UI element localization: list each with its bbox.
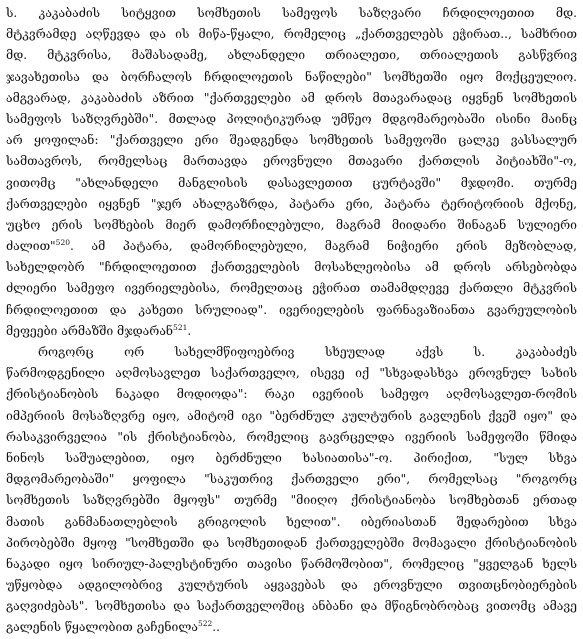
text-line <box>6 24 577 45</box>
line-text: მდგომარეობაში" ყოფილა "საკუთრივ ქართველი ერი", რომელსაც "როგორც <box>6 472 577 487</box>
text-line <box>6 173 577 194</box>
text-line <box>6 533 577 554</box>
line-text: წარმოდგენილი აღმოსავლეთ საქართველო, ისევე იქ "სხვადასხვა ეროვნულ სახის <box>6 366 577 381</box>
footnote-marker: 521 <box>173 322 188 332</box>
text-line <box>6 427 577 448</box>
text-line <box>6 575 577 596</box>
line-text: მდ. მტკვრისა, მაშასადამე, ახლანდელი თრიალეთი, თრიალეთის გასწვრივ <box>6 48 577 63</box>
text-line <box>6 512 577 533</box>
line-text: მათის განმანათლებლის გრიგოლის ხელით". იბერიასთან შედარებით სხვა <box>6 514 577 529</box>
line-text: ს. კაკაბაძის სიტყვით სომხეთის სამეფოს საზღვარი ჩრდილოეთით მდ. <box>6 6 577 20</box>
line-text: ვითომც "ახლანდელი მანგლისის დასავლეთით ცურტავში" მჯდომი. თურმე <box>6 175 577 190</box>
text-line <box>6 3 577 24</box>
footnote-marker: 520 <box>55 238 70 248</box>
text-line <box>6 342 577 363</box>
text-line <box>6 406 577 427</box>
line-text: იმპერიის მოსაზღვრე იყო, ამიტომ იგი "ბერძნულ კულტურის გავლენის ქვეშ იყო" და <box>6 408 577 423</box>
line-text: ნინოს საშუალებით, იყო ბერძნული ხასიათისა"-ო. პირიქით, "სულ სხვა <box>6 450 577 465</box>
line-text-continuation: . <box>187 323 192 338</box>
text-line <box>6 617 577 638</box>
line-text: მტკვრამდე აღწევდა და ის მიწა-წყალი, რომელიც „ქართველებს ეჭირათ.., სამხრით <box>6 27 577 42</box>
line-text: ქართველები იყვნენ "ჯერ ახალგაზრდა, პატარა ერი, პატარა ტერიტორიის მქონე, <box>6 196 577 211</box>
line-text: ქრისტიანობის ნაკადი მოდიოდა": რაკი ივერიის სამეფო აღმოსავლეთ-რომის <box>6 387 577 402</box>
text-line <box>6 469 577 490</box>
line-text: უცხო ერის სომხების მიერ დამორჩილებული, მაგრამ მიიდარი შინაგან სულიერი <box>6 217 577 232</box>
text-line <box>6 596 577 617</box>
line-text: უწყობდა ადგილობრივ კულტურის აყვავებას და ეროვნული თვითცნობიერების <box>6 578 577 593</box>
line-text: გაღვიძებას". სომხეთისა და საქართველოშიც ანბანი და მწიგნობრობაც ვითომც ამავე <box>6 599 577 614</box>
text-line <box>6 194 577 215</box>
paragraph <box>6 3 577 342</box>
line-text: სამეფოს საზღვრებში". მთლად პოლიტიკურად უმწეო მდგომარეობაში ისინი მაინც <box>6 111 577 126</box>
line-text: მეფეები არმაზში მჯდარან <box>6 323 174 338</box>
line-text: სახელდობრ "ჩრდილოეთით ქართველების მოსახლეობისა ამ დროს არსებობდა <box>6 260 577 275</box>
line-text: ძლიერი სამეფო ივერიელებისა, რომელთაც ეჭირათ თამამდღევე ქართლი მტკვრის <box>6 281 577 296</box>
line-text: ამგვარად, კაკაბაძის აზრით "ქართველები ამ დროს მთავარადაც იყვნენ სომხეთის <box>6 90 577 105</box>
line-text: არ ყოფილან: "ქართველი ერი შეადგენდა სომხეთის სამეფოში ცალკე ვასსალურ <box>6 133 577 148</box>
text-line <box>6 448 577 469</box>
line-text: რასაკვირველია "ის ქრისტიანობა, რომელიც გავრცელდა ივერიის სამეფოში წმიდა <box>6 429 577 444</box>
line-text: როგორც ორ სახელმწიფოებრივ სხეულად აქვს ს. კაკაბაძეს <box>38 345 577 359</box>
footnote-marker: 522 <box>197 619 213 629</box>
document-page <box>6 3 577 639</box>
text-line <box>6 130 577 151</box>
text-line <box>6 257 577 278</box>
text-line <box>6 384 577 405</box>
text-line <box>6 45 577 66</box>
line-text-continuation: .. <box>212 620 221 635</box>
line-text: პირობებში მყოფ "სომხეთში და სომხეთიდან ქართველებში მომავალი ქრისტიანობის <box>6 535 577 550</box>
text-line <box>6 151 577 172</box>
line-text: სამთავროს, რომელსაც მართავდა ეროვნული მთავარი ქართლის პიტიახში"-ო, <box>6 154 577 169</box>
line-text: გალენის წყალობით გაჩენილა <box>6 620 198 635</box>
document-body <box>6 3 577 639</box>
line-text: ძალით" <box>6 239 56 254</box>
text-line <box>6 236 577 257</box>
paragraph <box>6 342 577 639</box>
text-line <box>6 490 577 511</box>
line-text: ნაკადი იყო სირიულ-პალესტინური თავისი წარმოშობით", რომელიც "ყველგან ხელს <box>6 556 577 571</box>
text-line <box>6 215 577 236</box>
text-line <box>6 67 577 88</box>
line-text: ჯავახეთისა და ბორჩალოს ჩრდილოეთის ნაწილები" სომხეთში იყო მოქცეულიო. <box>6 69 577 84</box>
line-text: სომხეთის საზღვრებში მყოფს" თურმე "მიიღო ქრისტიანობა სომხებთან ერთად <box>6 493 577 508</box>
line-text-continuation: . ამ პატარა, დამორჩილებული, მაგრამ ნიჭიერი ერის მეზობლად, <box>70 239 577 254</box>
line-text: ჩრდილოეთით და კახეთი სრულიად". ივერიელების ფარნავაზიანთა გვარეულობის <box>6 302 577 317</box>
text-line <box>6 300 577 321</box>
text-line <box>6 278 577 299</box>
text-line <box>6 363 577 384</box>
text-line <box>6 321 577 342</box>
text-line <box>6 88 577 109</box>
text-line <box>6 109 577 130</box>
